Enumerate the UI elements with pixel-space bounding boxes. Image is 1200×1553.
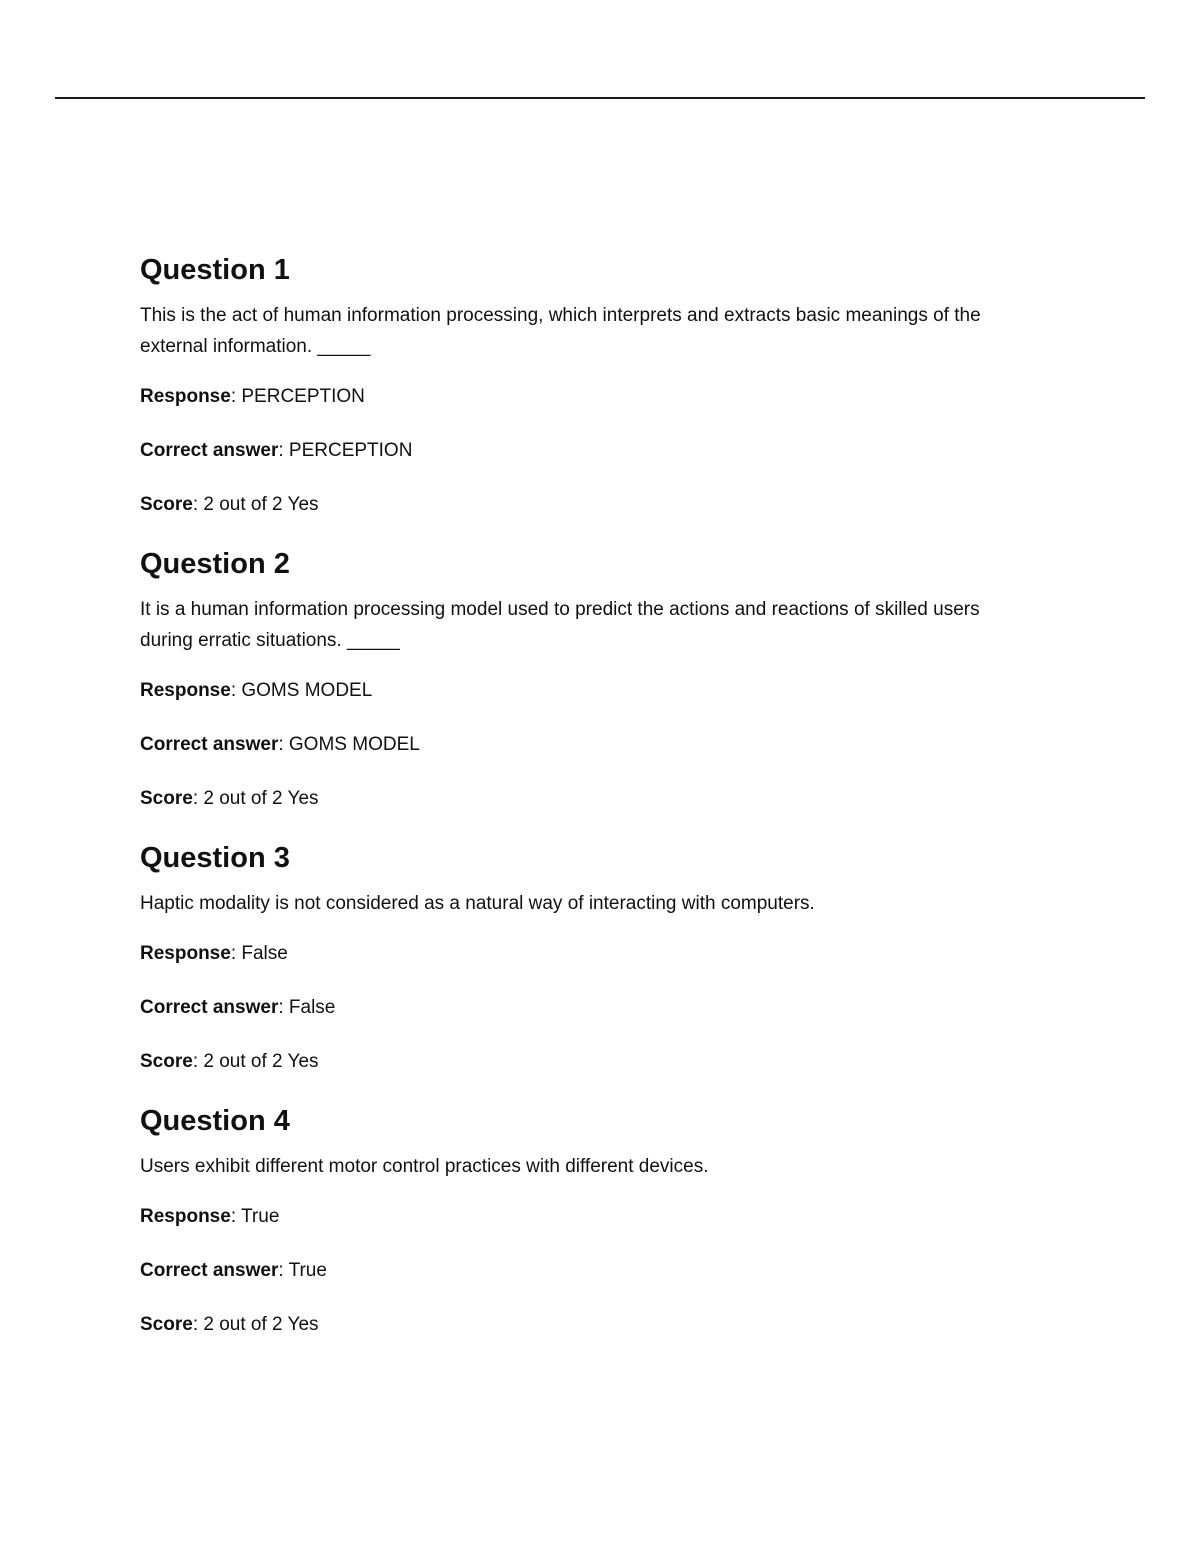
header-divider	[55, 97, 1145, 99]
question-text: It is a human information processing model used to predict the actions and reactions of skilled users during erratic situations. _____	[140, 599, 980, 651]
question-title: Question 3	[140, 842, 290, 874]
correct-answer-value: True	[288, 1260, 327, 1281]
response-line: Response: False	[140, 943, 288, 964]
response-value: False	[241, 943, 288, 964]
correct-answer-value: PERCEPTION	[288, 440, 413, 461]
correct-answer-label: Correct answer	[140, 1260, 279, 1281]
response-label: Response	[140, 386, 231, 407]
question-block	[140, 840, 1040, 1075]
question-title: Question 4	[140, 1105, 290, 1137]
score-value: 2 out of 2 Yes	[203, 494, 319, 515]
question-text: This is the act of human information processing, which interprets and extracts basic meanings of the external information. _____	[140, 305, 981, 357]
question-text: Users exhibit different motor control practices with different devices.	[140, 1156, 709, 1177]
score-line: Score: 2 out of 2 Yes	[140, 1314, 319, 1335]
response-label: Response	[140, 680, 231, 701]
question-block	[140, 1103, 1040, 1338]
score-line: Score: 2 out of 2 Yes	[140, 1051, 319, 1072]
response-value: GOMS MODEL	[241, 680, 373, 701]
score-label: Score	[140, 1314, 193, 1335]
correct-answer-line: Correct answer: False	[140, 997, 336, 1018]
quiz-results	[140, 252, 1040, 1366]
question-title: Question 1	[140, 254, 290, 286]
correct-answer-label: Correct answer	[140, 734, 279, 755]
correct-answer-label: Correct answer	[140, 440, 279, 461]
response-label: Response	[140, 1206, 231, 1227]
score-label: Score	[140, 788, 193, 809]
score-value: 2 out of 2 Yes	[203, 788, 319, 809]
question-title: Question 2	[140, 548, 290, 580]
response-value: PERCEPTION	[241, 386, 365, 407]
score-line: Score: 2 out of 2 Yes	[140, 788, 319, 809]
question-block	[140, 546, 1040, 812]
score-value: 2 out of 2 Yes	[203, 1051, 319, 1072]
correct-answer-line: Correct answer: True	[140, 1260, 327, 1281]
correct-answer-value: GOMS MODEL	[288, 734, 420, 755]
score-label: Score	[140, 1051, 193, 1072]
score-line: Score: 2 out of 2 Yes	[140, 494, 319, 515]
score-label: Score	[140, 494, 193, 515]
response-line: Response: GOMS MODEL	[140, 680, 373, 701]
correct-answer-line: Correct answer: GOMS MODEL	[140, 734, 420, 755]
response-label: Response	[140, 943, 231, 964]
response-value: True	[241, 1206, 280, 1227]
question-block	[140, 252, 1040, 518]
score-value: 2 out of 2 Yes	[203, 1314, 319, 1335]
correct-answer-value: False	[288, 997, 336, 1018]
response-line: Response: PERCEPTION	[140, 386, 365, 407]
correct-answer-label: Correct answer	[140, 997, 279, 1018]
question-text: Haptic modality is not considered as a natural way of interacting with computers.	[140, 893, 815, 914]
response-line: Response: True	[140, 1206, 280, 1227]
correct-answer-line: Correct answer: PERCEPTION	[140, 440, 413, 461]
